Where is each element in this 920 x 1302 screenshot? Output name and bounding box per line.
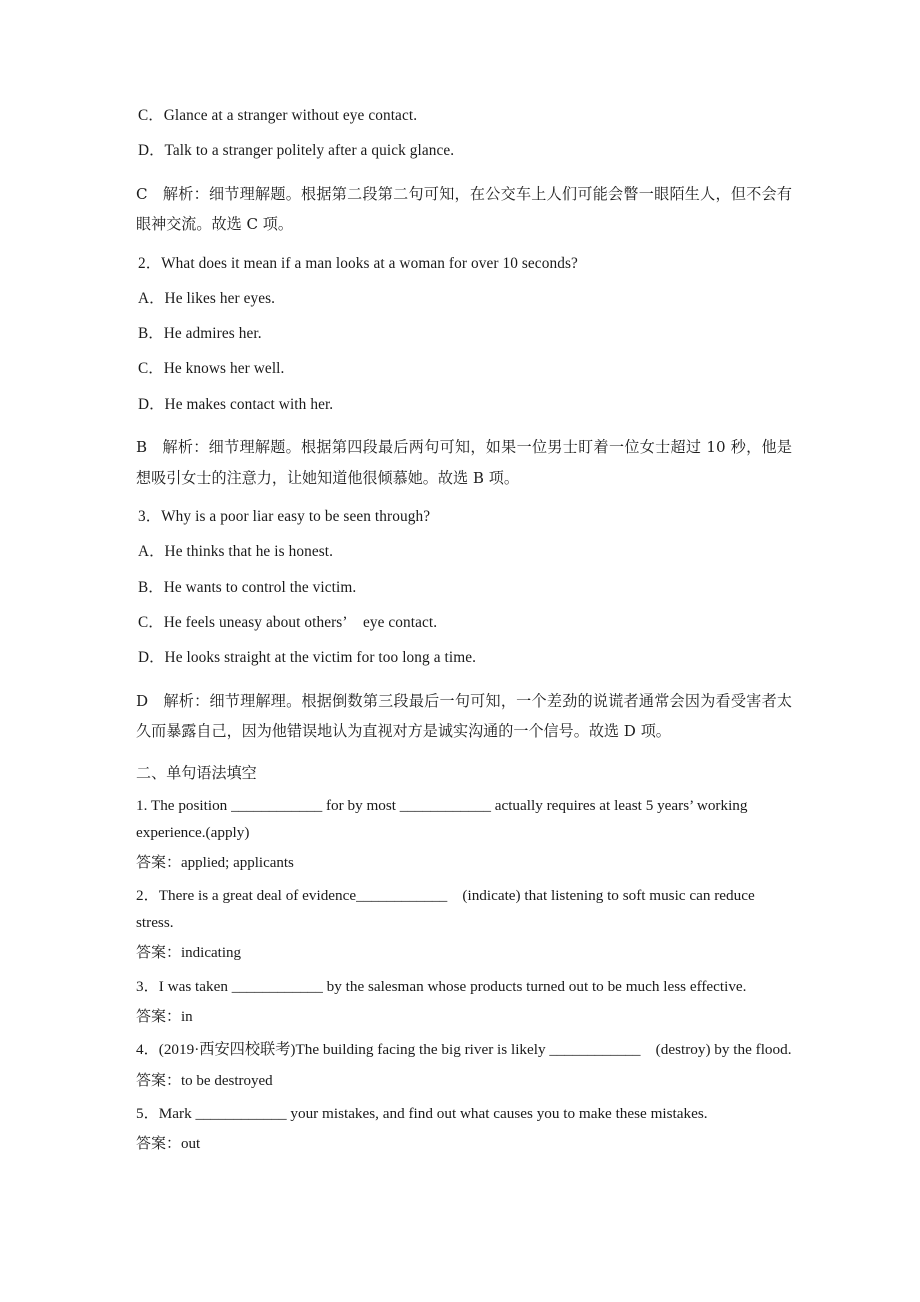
answer-row bbox=[128, 1068, 792, 1093]
answer-row bbox=[128, 940, 792, 965]
explanation-block: B 解析：细节理解题。根据第四段最后两句可知，如果一位男士盯着一位女士超过 10 秒，他是想吸引女士的注意力，让她知道他很倾慕她。故选 B 项。 bbox=[136, 438, 792, 487]
answer-value: out bbox=[181, 1136, 201, 1153]
option-row: D．He looks straight at the victim for too long a time. bbox=[138, 649, 477, 667]
page-content bbox=[128, 108, 792, 1157]
option-row: A．He likes her eyes. bbox=[138, 289, 276, 307]
grammar-item: 4．(2019·西安四校联考)The building facing the big river is likely ____________ (destroy) by the flood. bbox=[136, 1041, 792, 1059]
answer-row bbox=[128, 1131, 792, 1156]
answer-label: 答案： bbox=[136, 943, 182, 962]
answer-value: in bbox=[181, 1008, 193, 1025]
answer-label: 答案： bbox=[136, 1006, 182, 1025]
question-stem: 3．Why is a poor liar easy to be seen through? bbox=[138, 508, 431, 526]
grammar-item: 3．I was taken ____________ by the salesman whose products turned out to be much less effective. bbox=[136, 977, 747, 995]
question-stem: 2．What does it mean if a man looks at a woman for over 10 seconds? bbox=[138, 254, 578, 272]
section-heading: 二、单句语法填空 bbox=[136, 764, 257, 783]
explanation-block: D 解析：细节理解理。根据倒数第三段最后一句可知，一个差劲的说谎者通常会因为看受害者太久而暴露自己，因为他错误地认为直视对方是诚实沟通的一个信号。故选 D 项。 bbox=[136, 691, 792, 740]
answer-value: indicating bbox=[181, 945, 242, 962]
option-row: B．He admires her. bbox=[138, 325, 262, 343]
answer-row bbox=[128, 1004, 792, 1029]
answer-value: to be destroyed bbox=[181, 1072, 273, 1089]
option-row: A．He thinks that he is honest. bbox=[138, 543, 334, 561]
option-row: D．He makes contact with her. bbox=[138, 395, 334, 413]
answer-label: 答案： bbox=[136, 1070, 182, 1089]
answer-row bbox=[128, 850, 792, 875]
option-row: C．He knows her well. bbox=[138, 360, 285, 378]
option-row: C．He feels uneasy about others’ eye contact. bbox=[138, 613, 438, 631]
option-row: C．Glance at a stranger without eye contact. bbox=[138, 107, 418, 124]
answer-label: 答案： bbox=[136, 853, 182, 872]
answer-label: 答案： bbox=[136, 1134, 182, 1153]
answer-value: applied; applicants bbox=[181, 855, 294, 872]
grammar-item: 1. The position ____________ for by most ____________ actually requires at least 5 years’ working experience.(apply) bbox=[136, 797, 752, 841]
option-row: D．Talk to a stranger politely after a quick glance. bbox=[138, 142, 455, 160]
explanation-block: C 解析：细节理解题。根据第二段第二句可知，在公交车上人们可能会瞥一眼陌生人，但不会有眼神交流。故选 C 项。 bbox=[136, 184, 792, 234]
grammar-item: 2．There is a great deal of evidence____________ (indicate) that listening to soft music can reduce stress. bbox=[136, 887, 759, 931]
option-row: B．He wants to control the victim. bbox=[138, 578, 357, 596]
grammar-item: 5．Mark ____________ your mistakes, and find out what causes you to make these mistakes. bbox=[136, 1105, 708, 1123]
